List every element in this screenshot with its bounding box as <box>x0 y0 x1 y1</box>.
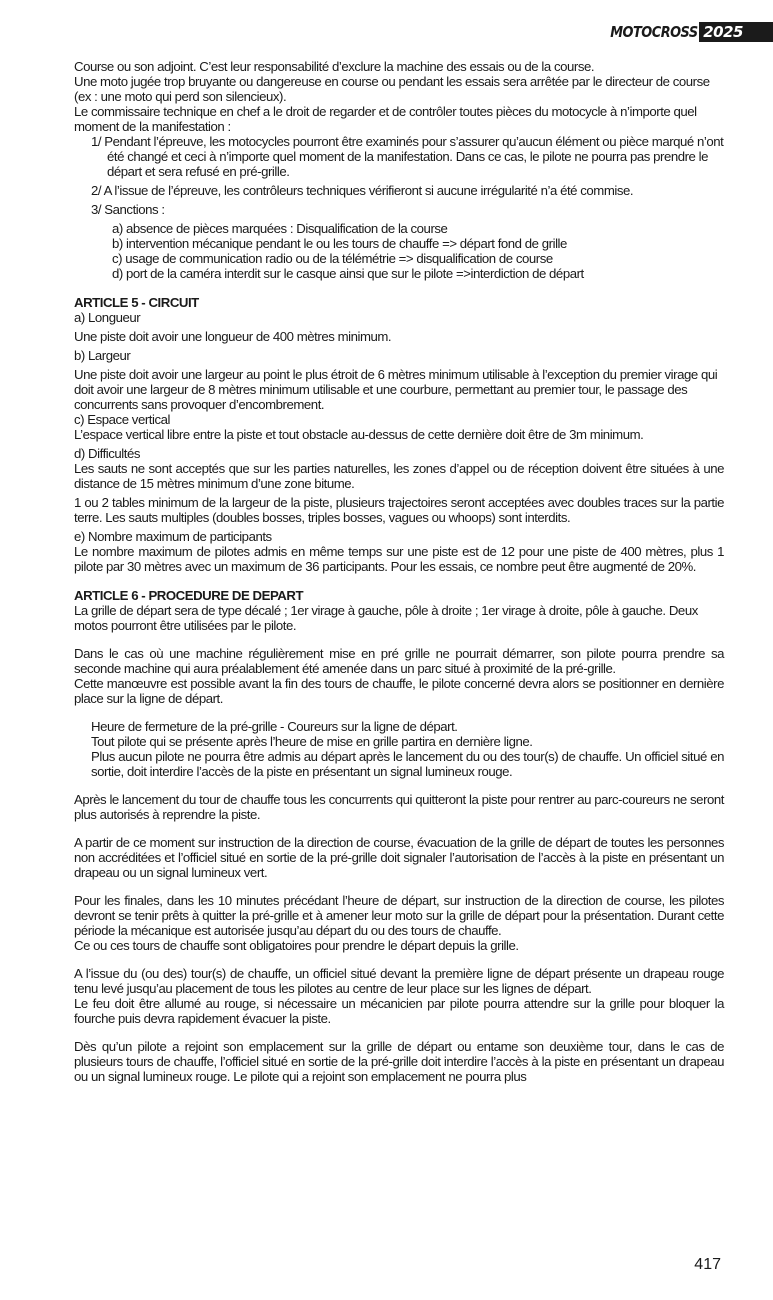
paragraph: Le feu doit être allumé au rouge, si nécessaire un mécanicien par pilote pourra attendre sur la grille pour bloquer la fourche puis devra rapidement évacuer la piste. <box>74 996 724 1026</box>
header-title: MOTOCROSS <box>609 23 698 41</box>
paragraph: Dès qu’un pilote a rejoint son emplacement sur la grille de départ ou entame son deuxième tour, dans le cas de plusieurs tours de chauffe, l’officiel situé en sortie de la pré-grille doit interdire l’accès à la piste en présentant un drapeau ou un signal lumineux rouge. Le pilote qui a rejoint son emplacement ne pourra plus <box>74 1039 724 1084</box>
paragraph: Le commissaire technique en chef a le droit de regarder et de contrôler toutes pièces du motocycle à n’importe quel moment de la manifestation : <box>74 104 697 134</box>
paragraph: Le nombre maximum de pilotes admis en même temps sur une piste est de 12 pour une piste de 400 mètres, plus 1 pilote par 30 mètres avec un maximum de 36 participants. Pour les essais, ce nombre peut être augmenté de 20%. <box>74 544 724 574</box>
subheading: b) Largeur <box>74 348 131 363</box>
paragraph: Course ou son adjoint. C’est leur responsabilité d’exclure la machine des essais ou de la course. <box>74 59 595 74</box>
paragraph: Une moto jugée trop bruyante ou dangereuse en course ou pendant les essais sera arrêtée par le directeur de course (ex : une moto qui perd son silencieux). <box>74 74 710 104</box>
page-body <box>74 59 724 1084</box>
subheading: c) Espace vertical <box>74 412 170 427</box>
paragraph: Une piste doit avoir une largeur au point le plus étroit de 6 mètres minimum utilisable à l’exception du premier virage qui doit avoir une largeur de 8 mètres minimum utilisable et une courbure, permettant au premier tour, le passage des concurrents sans provoquer d’encombrement. <box>74 367 718 412</box>
subheading: e) Nombre maximum de participants <box>74 529 272 544</box>
list-item: 1/ Pendant l’épreuve, les motocycles pourront être examinés pour s’assurer qu’aucun élément ou pièce marqué n’ont été changé et ceci à n’importe quel moment de la manifestation. Dans ce cas, le pilote ne pourra pas prendre le départ et sera refusé en pré-grille. <box>91 134 724 179</box>
paragraph: A partir de ce moment sur instruction de la direction de course, évacuation de la grille de départ de toutes les personnes non accréditées et l’officiel situé en sortie de la pré-grille doit signaler l’autorisation de l’accès à la piste en présentant un drapeau ou un signal lumineux vert. <box>74 835 724 880</box>
subheading: d) Difficultés <box>74 446 141 461</box>
paragraph: Pour les finales, dans les 10 minutes précédant l’heure de départ, sur instruction de la direction de course, les pilotes devront se tenir prêts à quitter la pré-grille et à amener leur moto sur la grille de départ pour la présentation. Durant cette période la mécanique est autorisée jusqu’au départ du ou des tours de chauffe. <box>74 893 724 938</box>
paragraph: La grille de départ sera de type décalé ; 1er virage à gauche, pôle à droite ; 1er virage à droite, pôle à gauche. Deux motos pourront être utilisées par le pilote. <box>74 603 698 633</box>
list-item: 2/ A l’issue de l’épreuve, les contrôleurs techniques vérifieront si aucune irrégularité n’a été commise. <box>91 183 634 198</box>
paragraph: L’espace vertical libre entre la piste et tout obstacle au-dessus de cette dernière doit être de 3m minimum. <box>74 427 644 442</box>
section-heading: ARTICLE 6 - PROCEDURE DE DEPART <box>74 588 304 603</box>
paragraph: Les sauts ne sont acceptés que sur les parties naturelles, les zones d’appel ou de réception doivent être situées à une distance de 15 mètres minimum d’une zone bitume. <box>74 461 724 491</box>
page-header <box>596 22 773 42</box>
paragraph: Dans le cas où une machine régulièrement mise en pré grille ne pourrait démarrer, son pilote pourra prendre sa seconde machine qui aura préalablement été amenée dans un parc situé à proximité de la pré-grille. <box>74 646 724 676</box>
paragraph: Ce ou ces tours de chauffe sont obligatoires pour prendre le départ depuis la grille. <box>74 938 519 953</box>
list-item: b) intervention mécanique pendant le ou les tours de chauffe => départ fond de grille <box>112 236 567 251</box>
paragraph: Après le lancement du tour de chauffe tous les concurrents qui quitteront la piste pour rentrer au parc-coureurs ne seront plus autorisés à reprendre la piste. <box>74 792 724 822</box>
paragraph: A l’issue du (ou des) tour(s) de chauffe, un officiel situé devant la première ligne de départ présente un drapeau rouge tenu levé jusqu’au placement de tous les pilotes au centre de leur place sur les lignes de départ. <box>74 966 724 996</box>
subheading: a) Longueur <box>74 310 141 325</box>
paragraph: Une piste doit avoir une longueur de 400 mètres minimum. <box>74 329 392 344</box>
list-item: a) absence de pièces marquées : Disqualification de la course <box>112 221 448 236</box>
paragraph: Cette manœuvre est possible avant la fin des tours de chauffe, le pilote concerné devra alors se positionner en dernière place sur la ligne de départ. <box>74 676 724 706</box>
section-heading: ARTICLE 5 - CIRCUIT <box>74 295 199 310</box>
list-item: d) port de la caméra interdit sur le casque ainsi que sur le pilote =>interdiction de départ <box>112 266 584 281</box>
paragraph: Plus aucun pilote ne pourra être admis au départ après le lancement du ou des tour(s) de chauffe. Un officiel situé en sortie, doit interdire l’accès de la piste en présentant un signal lumineux rouge. <box>91 749 724 779</box>
paragraph: Tout pilote qui se présente après l’heure de mise en grille partira en dernière ligne. <box>91 734 533 749</box>
page-number: 417 <box>694 1256 721 1273</box>
paragraph: 1 ou 2 tables minimum de la largeur de la piste, plusieurs trajectoires seront acceptées avec doubles traces sur la partie terre. Les sauts multiples (doubles bosses, triples bosses, vagues ou whoops) sont interdits. <box>74 495 724 525</box>
header-year-badge: 2025 <box>699 22 773 42</box>
list-item: c) usage de communication radio ou de la télémétrie => disqualification de course <box>112 251 553 266</box>
paragraph: Heure de fermeture de la pré-grille - Coureurs sur la ligne de départ. <box>91 719 458 734</box>
list-item: 3/ Sanctions : <box>91 202 165 217</box>
